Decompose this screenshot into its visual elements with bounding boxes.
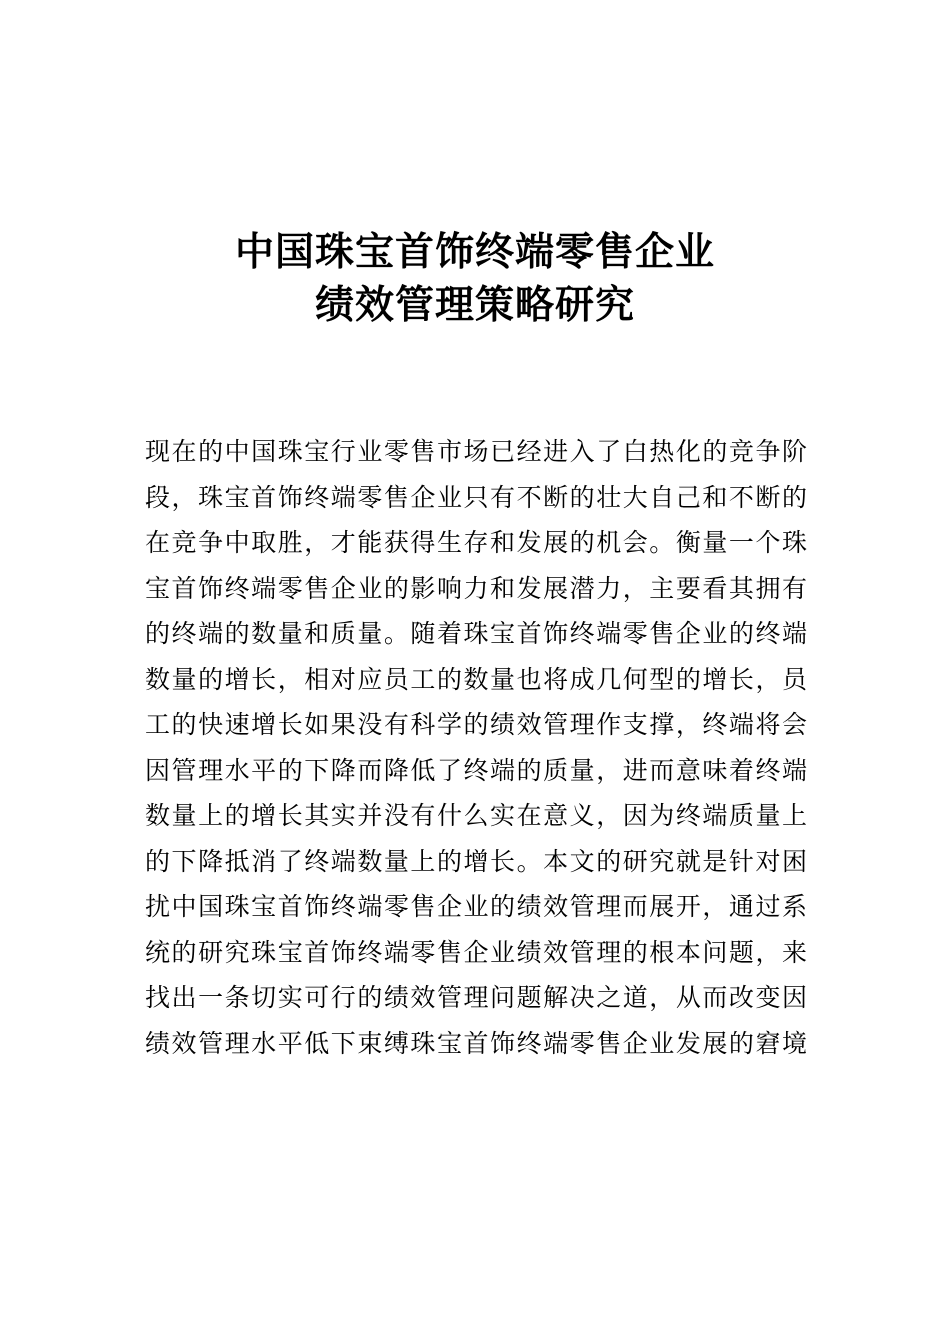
body-line: 的终端的数量和质量。随着珠宝首饰终端零售企业的终端 [145,619,807,648]
body-line: 的下降抵消了终端数量上的增长。本文的研究就是针对困 [145,846,807,876]
body-line: 绩效管理水平低下束缚珠宝首饰终端零售企业发展的窘境 [145,1028,807,1058]
document-title [0,226,950,332]
body-line: 工的快速增长如果没有科学的绩效管理作支撑，终端将会 [145,710,807,739]
body-line: 在竞争中取胜，才能获得生存和发展的机会。衡量一个珠 [145,528,807,557]
body-paragraph [145,429,807,1066]
body-line: 段，珠宝首饰终端零售企业只有不断的壮大自己和不断的 [145,482,807,512]
body-line: 数量上的增长其实并没有什么实在意义，因为终端质量上 [145,801,807,830]
body-line: 现在的中国珠宝行业零售市场已经进入了白热化的竞争阶 [145,437,807,466]
title-line-1: 中国珠宝首饰终端零售企业 [234,230,715,275]
body-line: 宝首饰终端零售企业的影响力和发展潜力，主要看其拥有 [145,573,807,603]
body-line: 统的研究珠宝首饰终端零售企业绩效管理的根本问题，来 [145,937,807,967]
body-line: 因管理水平的下降而降低了终端的质量，进而意味着终端 [145,755,807,785]
body-line: 找出一条切实可行的绩效管理问题解决之道，从而改变因 [145,983,807,1012]
title-line-2: 绩效管理策略研究 [314,283,635,328]
body-line: 扰中国珠宝首饰终端零售企业的绩效管理而展开，通过系 [145,892,807,921]
body-line: 数量的增长，相对应员工的数量也将成几何型的增长，员 [145,664,807,694]
